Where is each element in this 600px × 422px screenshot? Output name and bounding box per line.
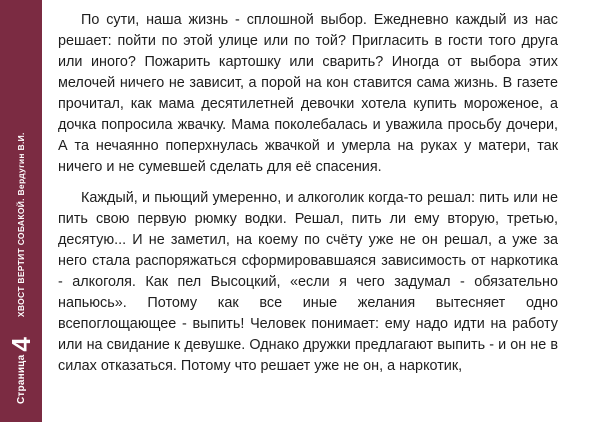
page-number: 4 — [6, 337, 36, 352]
page-label: Страница — [15, 354, 27, 404]
paragraph: По сути, наша жизнь - сплошной выбор. Ежедневно каждый из нас решает: пойти по этой улице или по той? Пригласить в гости того друга или иного? Пожарить картошку или сварить? Иногда от выбора этих мелочей ничего не зависит, а порой на кон ставится сама жизнь. В газете прочитал, как мама десятилетней девочки хотела купить мороженое, а дочка попросила жвачку. Мама поколебалась и уважила просьбу дочери, А та нечаянно поперхнулась жвачкой и умерла на руках у матери, так ничего и не сумевшей сделать для её спасения. — [58, 12, 558, 175]
sidebar — [0, 0, 42, 422]
sidebar-text — [0, 0, 42, 422]
book-title: ХВОСТ ВЕРТИТ СОБАКОЙ. Вердугин В.И. — [16, 132, 26, 318]
article-body — [58, 10, 558, 387]
paragraph: Каждый, и пьющий умеренно, и алкоголик когда-то решал: пить или не пить свою первую рюмку водки. Решал, пить ли ему вторую, третью, десятую... И не заметил, на коему по счёту уже не он решал, а уже за него стала распоряжаться сформировавшаяся зависимость от наркотика - алкоголя. Как пел Высоцкий, «если я чего задумал - обязательно напьюсь». Потому как все иные желания вытесняет одно всепоглощающее - выпить! Человек понимает: ему надо идти на работу или на свидание к девушке. Однако дружки предлагают выпить - и он не в силах отказаться. Потому что решает уже не он, а наркотик, — [58, 190, 558, 374]
